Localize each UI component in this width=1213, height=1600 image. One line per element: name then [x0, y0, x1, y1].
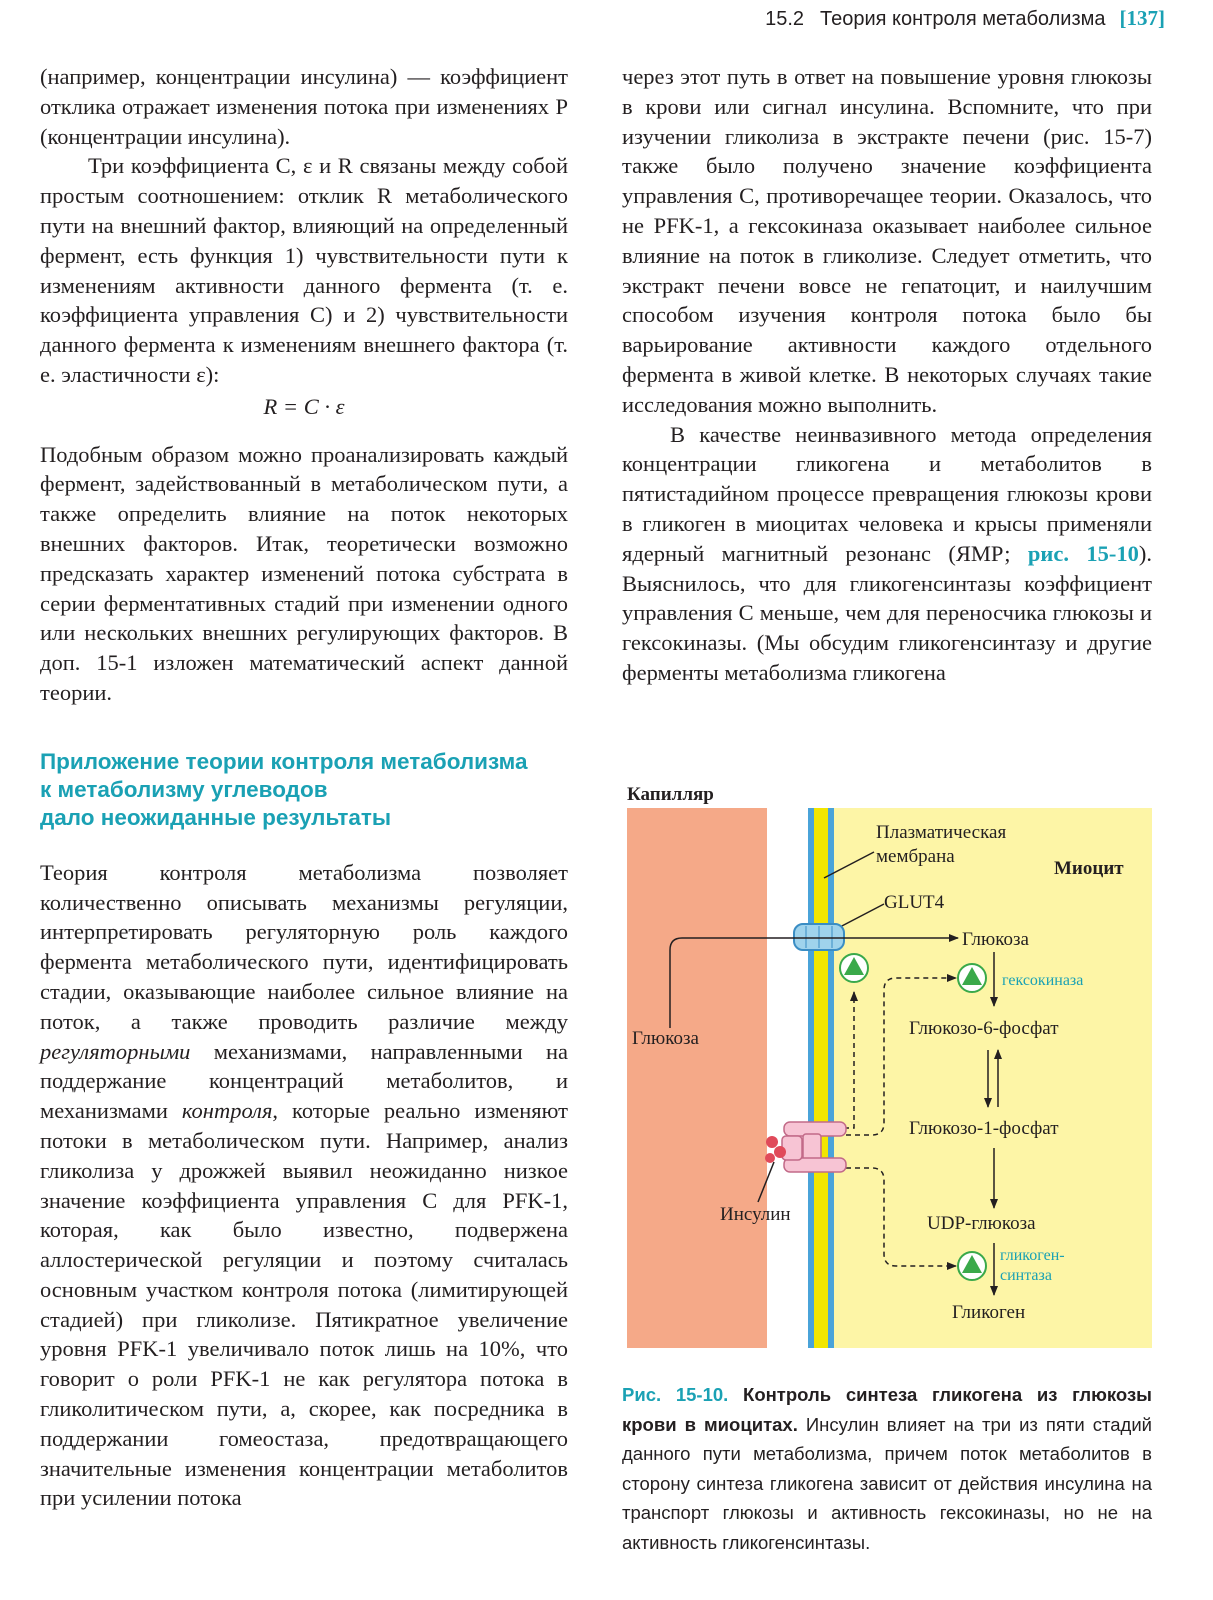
hexokinase-label: гексокиназа: [1002, 972, 1084, 989]
text-span: Теория контроля метаболизма позволяет количественно описывать механизмы регуляции, интерпретировать регуляторную роль каждого фермента метаболического пути, идентифицировать стадии, оказывающие наиболее сильное влияние на поток, а также проводить различие между: [40, 859, 568, 1034]
page-number: [137]: [1119, 6, 1165, 30]
paragraph: (например, концентрации инсулина) — коэффициент отклика отражает изменения потока при изменениях P (концентрации инсулина).: [40, 64, 568, 149]
text-span: ). Выяснилось, что для гликогенсинтазы коэффициент управления C меньше, чем для переносчика глюкозы и гексокиназы. (Мы обсудим гликогенсинтазу и другие ферменты метаболизма гликогена: [622, 540, 1152, 685]
caption-number: Рис. 15-10.: [622, 1384, 729, 1405]
membrane-outer: [808, 808, 814, 1348]
activator-icon: [958, 964, 986, 992]
glucose-capillary-label: Глюкоза: [632, 1028, 699, 1049]
capillary-label: Капилляр: [627, 784, 714, 805]
heading-line: к метаболизму углеводов: [40, 776, 328, 802]
heading-line: дало неожиданные результаты: [40, 804, 392, 830]
caption-text: Инсулин влияет на три из пяти стадий данного пути метаболизма, причем поток метаболитов в сторону синтеза гликогена зависит от действия инсулина на транспорт глюкозы и активность гексокиназы, но не на активность гликогенсинтазы.: [622, 1413, 1153, 1553]
glut4-label: GLUT4: [884, 892, 945, 913]
activator-icon: [840, 954, 868, 982]
section-heading: [40, 748, 568, 832]
text-span: В качестве неинвазивного метода определения концентрации гликогена и метаболитов в пятистадийном процессе превращения глюкозы крови в гликоген в миоцитах человека и крысы применяли ядерный магнитный резонанс (ЯМР;: [622, 421, 1152, 566]
activator-icon: [958, 1252, 986, 1280]
membrane: [814, 808, 828, 1348]
emphasis: регуляторными: [40, 1038, 191, 1064]
caption-title: Контроль синтеза гликогена из глюкозы крови в миоцитах.: [622, 1384, 1152, 1435]
paragraph: [40, 858, 568, 1514]
left-column: [40, 62, 568, 1513]
glycogen-label: Гликоген: [952, 1302, 1026, 1323]
figure-caption: [622, 1380, 1152, 1557]
gs-label: синтаза: [1000, 1267, 1052, 1284]
membrane-label: Плазматическая: [876, 822, 1007, 843]
paragraph: через этот путь в ответ на повышение уровня глюкозы в крови или сигнал инсулина. Вспомните, что при изучении гликолиза в экстракте печени (рис. 15-7) также было получено значение коэффициента управления C, противоречащее теории. Оказалось, что не PFK-1, а гексокиназа оказывает наиболее сильное влияние на поток в гликолизе. Следует отметить, что экстракт печени вовсе не гепатоцит, и наилучшим способом изучения контроля потока было бы варьирование активности каждого отдельного фермента в живой клетке. В некоторых случаях такие исследования можно выполнить.: [622, 64, 1152, 417]
paragraph: Подобным образом можно проанализировать каждый фермент, задействованный в метаболическом пути, а также определить влияние на поток некоторых внешних факторов. Итак, теоретически возможно предсказать характер изменений потока субстрата в серии ферментативных стадий при изменении одного или нескольких внешних регулирующих факторов. В доп. 15-1 изложен математический аспект данной теории.: [40, 441, 568, 705]
formula: R = C · ε: [263, 393, 345, 419]
udpg-label: UDP-глюкоза: [927, 1213, 1036, 1234]
glycogen-synthesis-diagram: [622, 780, 1152, 1355]
gs-label: гликоген-: [1000, 1247, 1065, 1264]
section-number: 15.2: [765, 8, 805, 30]
figure-15-10: [622, 780, 1152, 1355]
section-title: Теория контроля метаболизма: [820, 8, 1106, 30]
membrane-label: мембрана: [876, 846, 955, 867]
figure-reference-link[interactable]: рис. 15-10: [1027, 540, 1139, 566]
glucose-myocyte-label: Глюкоза: [962, 929, 1029, 950]
emphasis: контроля: [181, 1098, 273, 1124]
g6p-label: Глюкозо-6-фосфат: [909, 1018, 1059, 1039]
heading-line: Приложение теории контроля метаболизма: [40, 748, 528, 774]
myocyte-label: Миоцит: [1054, 858, 1124, 879]
g1p-label: Глюкозо-1-фосфат: [909, 1118, 1059, 1139]
running-header: [765, 6, 1165, 31]
insulin-label: Инсулин: [720, 1204, 791, 1225]
paragraph: Три коэффициента C, ε и R связаны между собой простым соотношением: отклик R метаболического пути на внешний фактор, влияющий на определенный фермент, есть функция 1) чувствительности пути к изменениям активности данного фермента (т. е. коэффициента управления C) и 2) чувствительности данного фермента к изменениям внешнего фактора (т. е. эластичности ε):: [40, 153, 568, 387]
paragraph: [622, 420, 1152, 688]
text-span: механизмами, направленными на поддержание концентраций метаболитов, и механизмами: [40, 1038, 568, 1124]
right-column: [622, 62, 1152, 688]
capillary: [627, 808, 767, 1348]
text-span: , которые реально изменяют потоки в метаболическом пути. Например, анализ гликолиза у дрожжей выявил неожиданно низкое значение коэффициента управления C для PFK-1, которая, как было известно, подвержена аллостерической регуляции и поэтому считалась основным участком контроля потока (лимитирующей стадией) при гликолизе. Пятикратное увеличение уровня PFK-1 увеличивало поток лишь на 10%, что говорит о роли PFK-1 не как регулятора потока в гликолитическом пути, а, скорее, как посредника в поддержании гомеостаза, предотвращающего значительные изменения концентрации метаболитов при усилении потока: [40, 1098, 568, 1511]
membrane-inner: [828, 808, 834, 1348]
